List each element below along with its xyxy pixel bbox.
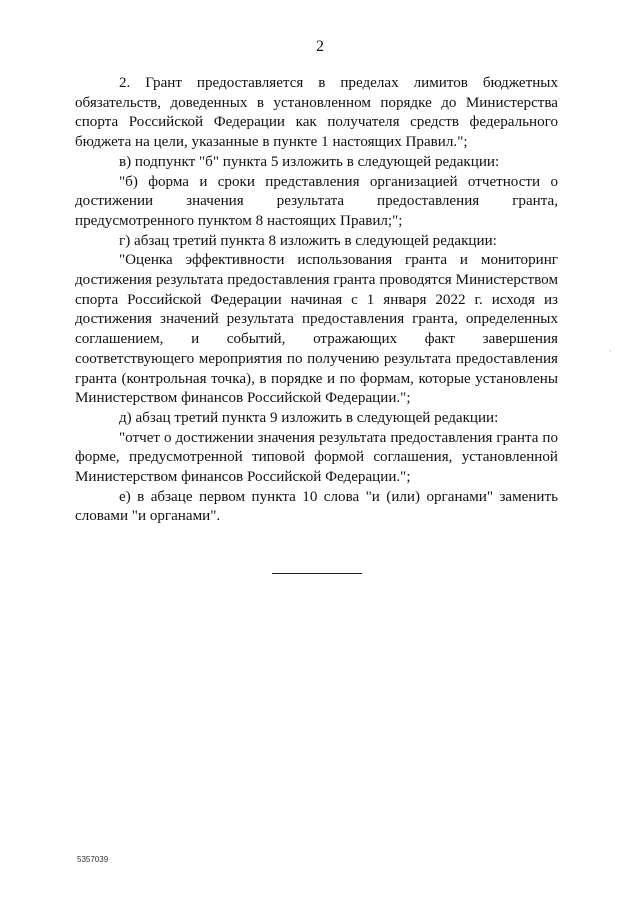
paragraph-amend-5b: в) подпункт "б" пункта 5 изложить в следующей редакции: — [119, 153, 500, 170]
paragraph-amend-9: д) абзац третий пункта 9 изложить в следующей редакции: — [119, 409, 499, 426]
paragraph-grant-limits: 2. Грант предоставляется в пределах лимитов бюджетных обязательств, доведенных в установленном порядке до Министерства спорта Российской Федерации как получателя средств федерального бюджета на цели, указанные в пункте 1 настоящих Правил."; — [75, 75, 558, 151]
paragraph-amend-10: е) в абзаце первом пункта 10 слова "и (или) органами" заменить словами "и органами". — [75, 488, 558, 525]
document-body — [75, 74, 558, 527]
margin-mark: · — [609, 347, 612, 356]
document-code: 5357039 — [77, 855, 109, 864]
paragraph-9-text: "отчет о достижении значения результата предоставления гранта по форме, предусмотренной типовой формой соглашения, установленной Министерством финансов Российской Федерации."; — [75, 429, 558, 486]
page-number: 2 — [316, 38, 324, 55]
end-divider-line — [272, 573, 362, 574]
paragraph-amend-8: г) абзац третий пункта 8 изложить в следующей редакции: — [119, 232, 497, 249]
paragraph-5b-text: "б) форма и сроки представления организацией отчетности о достижении значения результата предоставления гранта, предусмотренного пунктом 8 настоящих Правил;"; — [75, 173, 558, 229]
paragraph-8-text: "Оценка эффективности использования гранта и мониторинг достижения результата предоставления гранта проводятся Министерством спорта Российской Федерации начиная с 1 января 2022 г. исходя из достижения значений результата предоставления гранта, определенных соглашением, и событий, отражающих факт завершения соответствующего мероприятия по получению результата предоставления гранта (контрольная точка), в порядке и по формам, которые установлены Министерством финансов Российской Федерации."; — [75, 252, 558, 407]
